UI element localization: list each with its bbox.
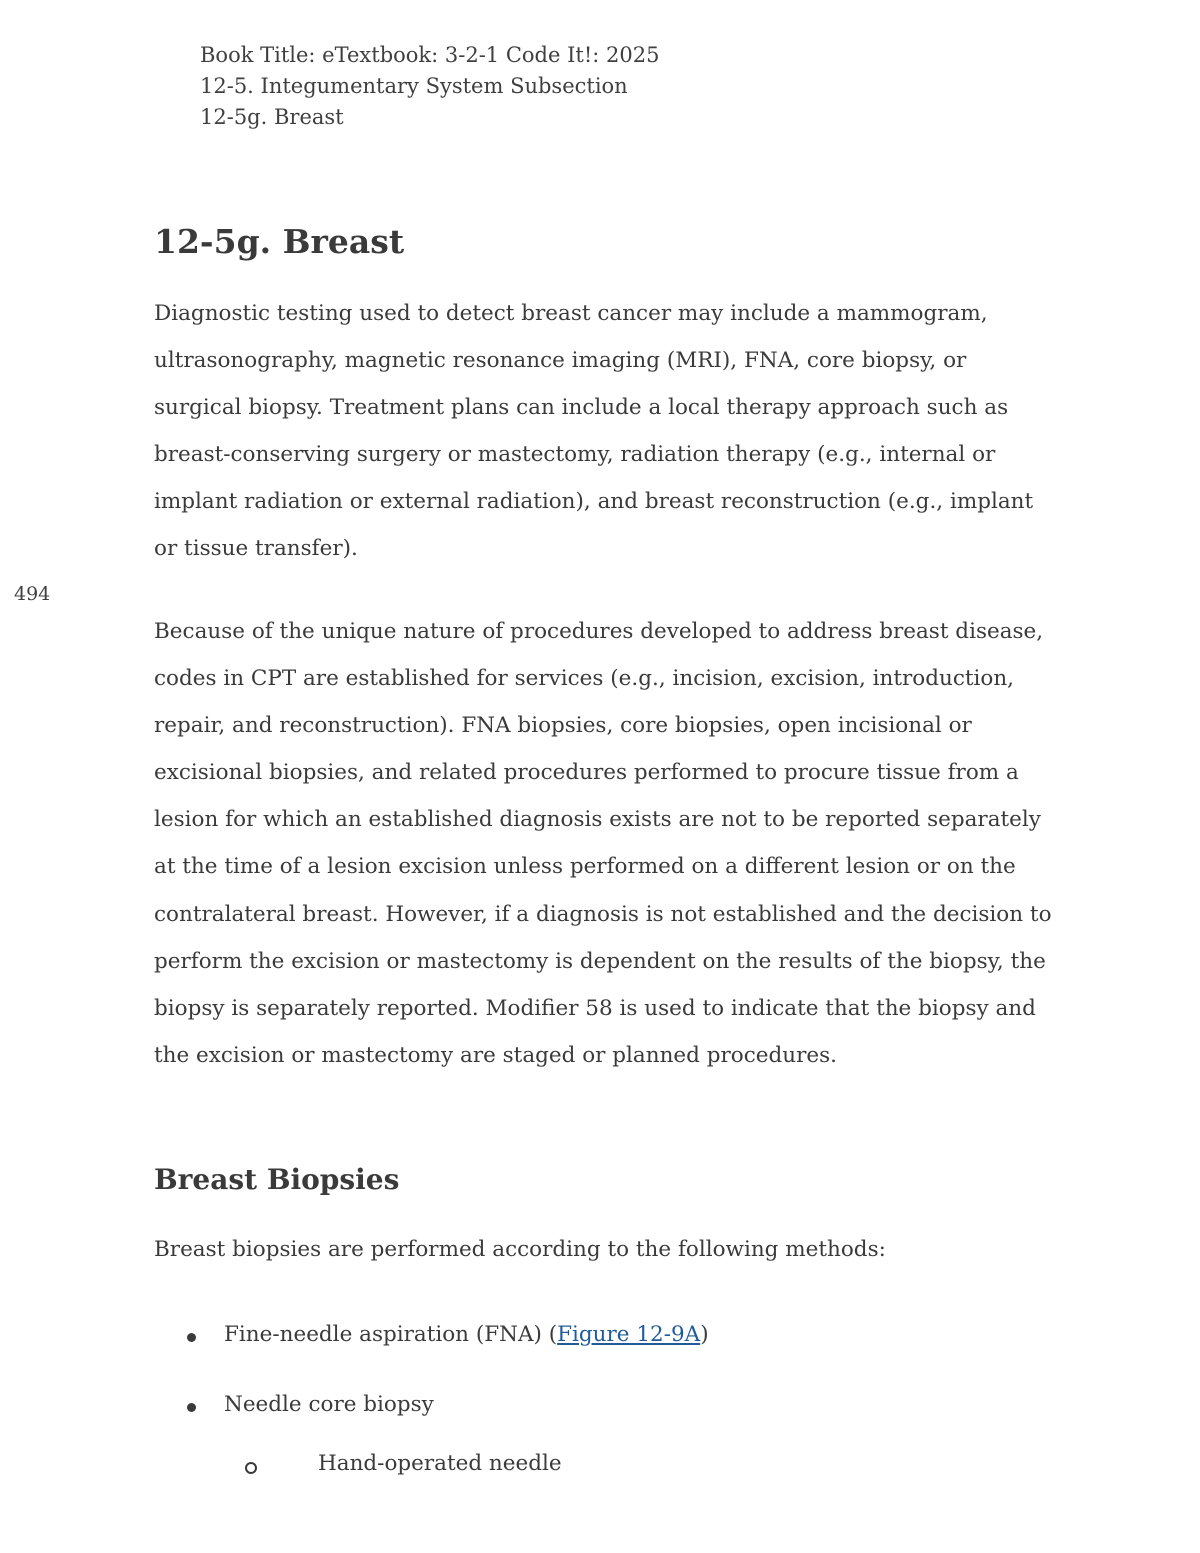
paragraph-unique-nature: Because of the unique nature of procedures developed to address breast disease, codes in CPT are established for services (e.g., incision, excision, introduction, repair, and reconstruction). FNA biopsies, core biopsies, open incisional or excisional biopsies, and related procedures performed to procure tissue from a lesion for which an established diagnosis exists are not to be reported separately at the time of a lesion excision unless performed on a different lesion or on the contralateral breast. However, if a diagnosis is not established and the decision to perform the excision or mastectomy is dependent on the results of the biopsy, the biopsy is separately reported. Modifier 58 is used to indicate that the biopsy and the excision or mastectomy are staged or planned procedures. [154, 619, 1052, 1068]
list-item-hand-operated-needle: Hand-operated needle [318, 1451, 562, 1476]
list-item-fna [224, 1322, 709, 1347]
bullet-circle-icon [245, 1462, 257, 1474]
page-number: 494 [14, 583, 51, 605]
breast-biopsies-heading: Breast Biopsies [154, 1163, 400, 1196]
figure-12-9a-link[interactable]: Figure 12-9A [557, 1322, 701, 1347]
paragraph-diagnostic-testing: Diagnostic testing used to detect breast cancer may include a mammogram, ultrasonography, magnetic resonance imaging (MRI), FNA, core biopsy, or surgical biopsy. Treatment plans can include a local therapy approach such as breast-conserving surgery or mastectomy, radiation therapy (e.g., internal or implant radiation or external radiation), and breast reconstruction (e.g., implant or tissue transfer). [154, 301, 1034, 562]
section-title: 12-5. Integumentary System Subsection [200, 74, 628, 98]
bullet-dot-icon [187, 1403, 196, 1412]
subsection-title: 12-5g. Breast [200, 105, 344, 129]
list-item-fna-text-end: ) [700, 1322, 709, 1347]
list-item-needle-core-biopsy: Needle core biopsy [224, 1392, 434, 1417]
list-item-fna-text: Fine-needle aspiration (FNA) ( [224, 1322, 558, 1347]
book-title: Book Title: eTextbook: 3-2-1 Code It!: 2025 [200, 43, 660, 67]
biopsy-methods-intro: Breast biopsies are performed according to the following methods: [154, 1237, 886, 1262]
section-heading: 12-5g. Breast [154, 222, 405, 261]
book-header [200, 40, 659, 133]
bullet-dot-icon [187, 1333, 196, 1342]
